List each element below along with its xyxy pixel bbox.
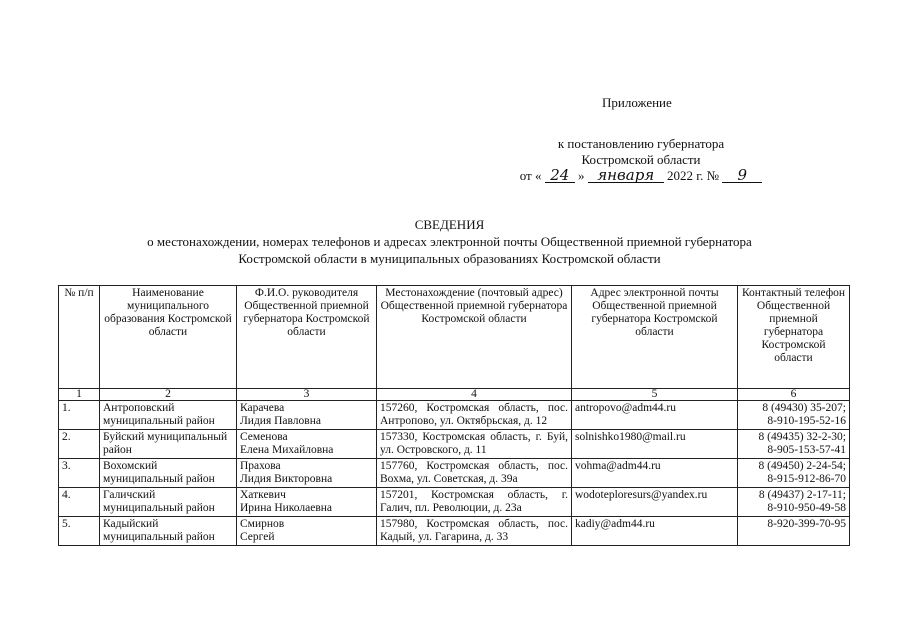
contact-phone	[738, 401, 850, 430]
postal-address: 157330, Костромская область, г. Буй, ул. Островского, д. 11	[377, 430, 572, 459]
title-main: СВЕДЕНИЯ	[414, 217, 485, 232]
table-row	[59, 430, 850, 459]
contact-phone	[738, 459, 850, 488]
head-name: Ирина Николаевна	[240, 502, 333, 514]
column-number: 4	[377, 389, 572, 401]
contact-phone	[738, 517, 850, 546]
date-prefix: от «	[519, 168, 542, 183]
phone-mobile: 8-915-912-86-70	[767, 473, 846, 485]
handwritten-day: 24	[545, 168, 575, 183]
phone-landline: 8 (49437) 2-17-11;	[758, 489, 846, 501]
header-cell-email: Адрес электронной почты Общественной приемной губернатора Костромской области	[572, 286, 738, 389]
phone-landline: 8 (49450) 2-24-54;	[758, 460, 846, 472]
municipality-name: Кадыйский муниципальный район	[100, 517, 237, 546]
phone-landline: 8-920-399-70-95	[767, 518, 846, 530]
column-number: 2	[100, 389, 237, 401]
table-row	[59, 459, 850, 488]
row-number: 4.	[59, 488, 100, 517]
postal-address: 157760, Костромская область, пос. Вохма, ул. Советская, д. 39а	[377, 459, 572, 488]
contact-phone	[738, 488, 850, 517]
head-surname: Хаткевич	[240, 489, 286, 501]
email-address: antropovo@adm44.ru	[572, 401, 738, 430]
email-address: solnishko1980@mail.ru	[572, 430, 738, 459]
head-surname: Смирнов	[240, 518, 285, 530]
column-number: 5	[572, 389, 738, 401]
row-number: 5.	[59, 517, 100, 546]
phone-mobile: 8-910-195-52-16	[767, 415, 846, 427]
column-number: 1	[59, 389, 100, 401]
contact-phone	[738, 430, 850, 459]
decree-reference	[505, 136, 777, 184]
date-mid: »	[577, 168, 585, 183]
municipality-name: Вохомский муниципальный район	[100, 459, 237, 488]
row-number: 3.	[59, 459, 100, 488]
row-number: 2.	[59, 430, 100, 459]
head-name: Сергей	[240, 531, 275, 543]
document-title	[0, 216, 899, 267]
table-row	[59, 517, 850, 546]
municipality-name: Галичский муниципальный район	[100, 488, 237, 517]
municipality-name: Антроповский муниципальный район	[100, 401, 237, 430]
head-full-name	[237, 488, 377, 517]
head-name: Лидия Павловна	[240, 415, 321, 427]
postal-address: 157980, Костромская область, пос. Кадый, ул. Гагарина, д. 33	[377, 517, 572, 546]
header-cell-municipality: Наименование муниципального образования Костромской области	[100, 286, 237, 389]
decree-line-1: к постановлению губернатора	[557, 136, 725, 151]
appendix-label: Приложение	[602, 95, 672, 110]
head-name: Лидия Викторовна	[240, 473, 333, 485]
table-row	[59, 401, 850, 430]
column-number: 6	[738, 389, 850, 401]
row-number: 1.	[59, 401, 100, 430]
header-cell-number: № п/п	[59, 286, 100, 389]
header-cell-address: Местонахождение (почтовый адрес) Общественной приемной губернатора Костромской области	[377, 286, 572, 389]
head-full-name	[237, 401, 377, 430]
date-year: 2022 г. №	[666, 168, 720, 183]
email-address: wodoteploresurs@yandex.ru	[572, 488, 738, 517]
phone-landline: 8 (49435) 32-2-30;	[758, 431, 846, 443]
postal-address: 157260, Костромская область, пос. Антропово, ул. Октябрьская, д. 12	[377, 401, 572, 430]
head-surname: Семенова	[240, 431, 288, 443]
municipality-name: Буйский муниципальный район	[100, 430, 237, 459]
table-header-row	[59, 286, 850, 389]
email-address: vohma@adm44.ru	[572, 459, 738, 488]
decree-date-line	[505, 168, 777, 184]
email-address: kadiy@adm44.ru	[572, 517, 738, 546]
reception-table	[58, 285, 850, 546]
handwritten-decree-number: 9	[722, 168, 762, 183]
decree-line-2: Костромской области	[581, 152, 701, 167]
header-cell-head: Ф.И.О. руководителя Общественной приемной губернатора Костромской области	[237, 286, 377, 389]
phone-mobile: 8-910-950-49-58	[767, 502, 846, 514]
head-full-name	[237, 459, 377, 488]
head-surname: Прахова	[240, 460, 281, 472]
column-numbers-row	[59, 389, 850, 401]
header-cell-phone: Контактный телефон Общественной приемной губернатора Костромской области	[738, 286, 850, 389]
head-name: Елена Михайловна	[240, 444, 334, 456]
table-row	[59, 488, 850, 517]
head-surname: Карачева	[240, 402, 285, 414]
postal-address: 157201, Костромская область, г. Галич, пл. Революции, д. 23а	[377, 488, 572, 517]
title-line-2: Костромской области в муниципальных образованиях Костромской области	[238, 251, 661, 266]
title-line-1: о местонахождении, номерах телефонов и адресах электронной почты Общественной приемной губернатора	[147, 234, 752, 249]
phone-landline: 8 (49430) 35-207;	[762, 402, 846, 414]
phone-mobile: 8-905-153-57-41	[767, 444, 846, 456]
handwritten-month: января	[588, 168, 664, 183]
column-number: 3	[237, 389, 377, 401]
head-full-name	[237, 517, 377, 546]
head-full-name	[237, 430, 377, 459]
